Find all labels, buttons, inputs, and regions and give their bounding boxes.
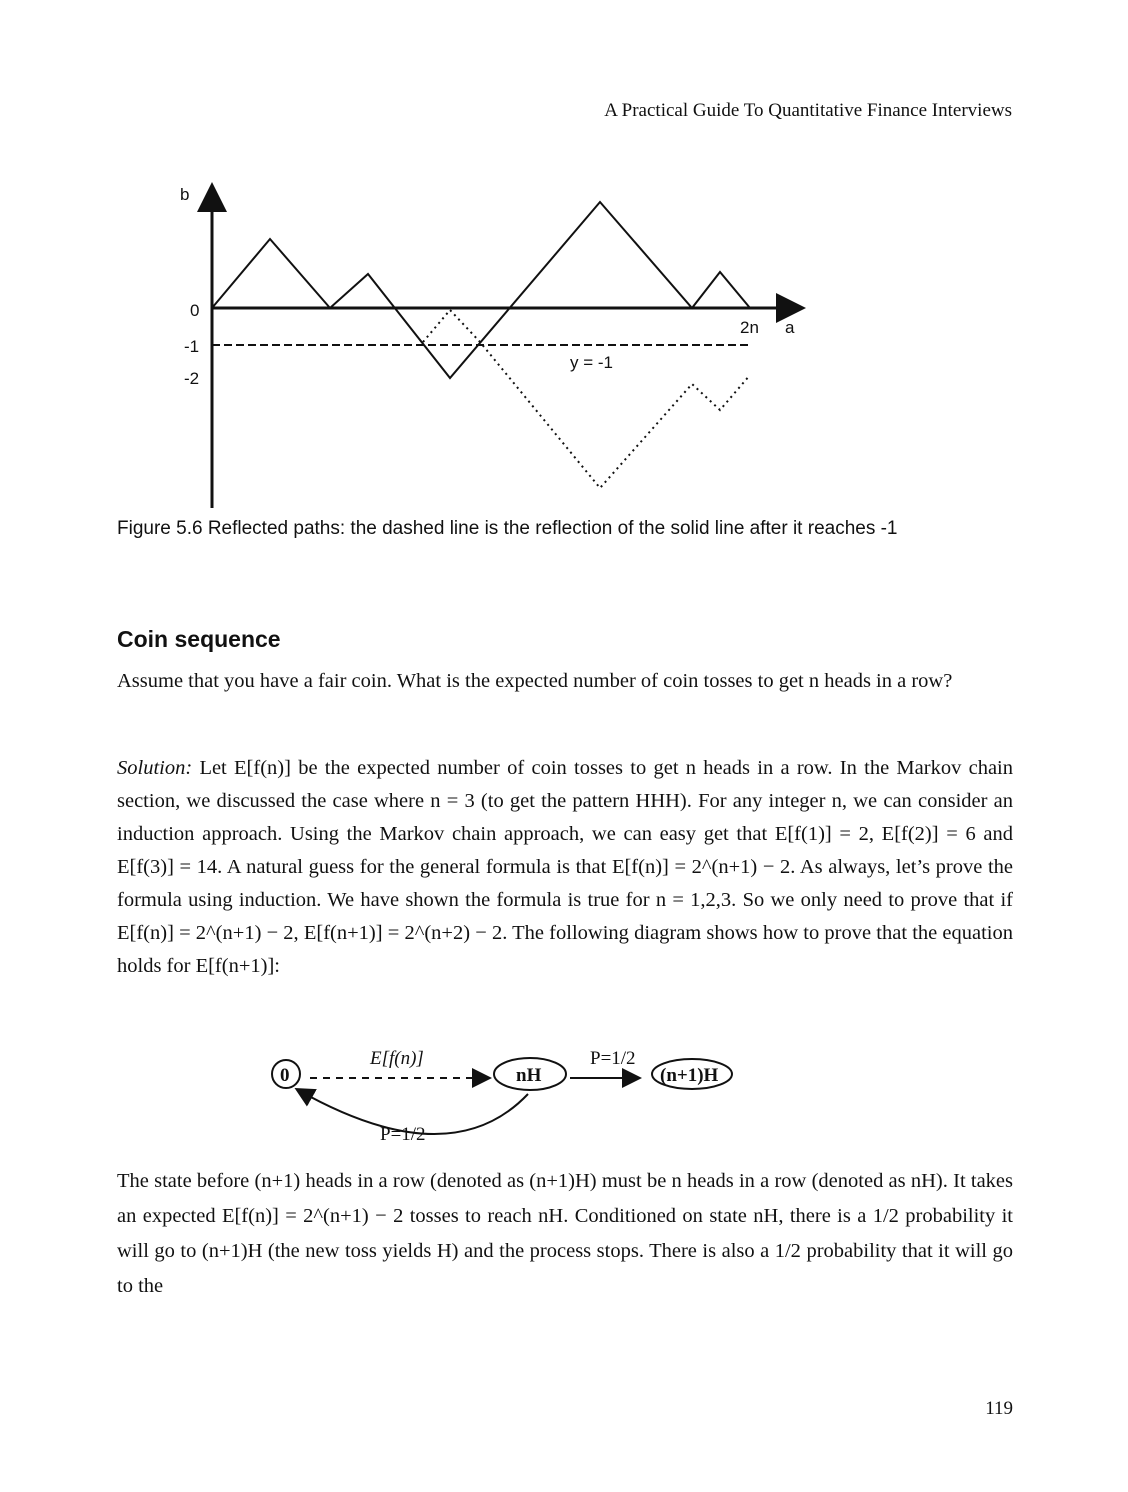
back-prob-label: P=1/2 xyxy=(380,1124,426,1145)
solution-text: Let E[f(n)] be the expected number of coin tosses to get n heads in a row. In the Markov chain section, we discussed the case where n = 3 (to get the pattern HHH). For any integer n, we can consider an induction approach. Using the Markov chain approach, we can easy get that E[f(1)] = 2, E[f(2)] = 6 and E[f(3)] = 14. A natural guess for the general formula is that E[f(n)] = 2^(n+1) − 2. As always, let’s prove the formula using induction. We have shown the formula is true for n = 1,2,3. So we only need to prove that if E[f(n)] = 2^(n+1) − 2, E[f(n+1)] = 2^(n+2) − 2. The following diagram shows how to prove that the equation holds for E[f(n+1)]: xyxy=(117,757,1013,977)
state-0-label: 0 xyxy=(280,1065,290,1086)
page-number: 119 xyxy=(985,1398,1013,1419)
question-paragraph: Assume that you have a fair coin. What is the expected number of coin tosses to get n heads in a row? xyxy=(117,670,953,692)
tick-neg1: -1 xyxy=(184,337,200,356)
reflected-path xyxy=(423,310,750,488)
state-n1H-label: (n+1)H xyxy=(660,1065,719,1086)
figure-caption: Figure 5.6 Reflected paths: the dashed line is the reflection of the solid line after it reaches -1 xyxy=(117,518,898,539)
markov-diagram xyxy=(270,1036,790,1148)
solution-label: Solution: xyxy=(117,757,193,779)
tick-neg2: -2 xyxy=(184,369,200,388)
state-nH-label: nH xyxy=(516,1065,542,1086)
x-axis-label: a xyxy=(785,318,795,337)
solid-path xyxy=(212,202,750,378)
solution-paragraph xyxy=(117,752,1013,983)
edge-expected-label: E[f(n)] xyxy=(370,1048,424,1069)
forward-prob-label: P=1/2 xyxy=(590,1048,636,1069)
continuation-paragraph: The state before (n+1) heads in a row (denoted as (n+1)H) must be n heads in a row (denoted as nH). It takes an expected E[f(n)] = 2^(n+1) − 2 tosses to reach nH. Conditioned on state nH, there is a 1/2 probability it will go to (n+1)H (the new toss yields H) and the process stops. There is also a 1/2 probability that it will go to the xyxy=(117,1170,1013,1297)
reflected-paths-figure xyxy=(150,170,830,515)
tick-0: 0 xyxy=(190,301,200,320)
y-axis-label: b xyxy=(180,185,190,204)
end-label-2n: 2n xyxy=(740,318,759,337)
section-title: Coin sequence xyxy=(117,626,281,652)
running-head: A Practical Guide To Quantitative Finance Interviews xyxy=(604,100,1012,121)
line-label: y = -1 xyxy=(570,353,613,372)
